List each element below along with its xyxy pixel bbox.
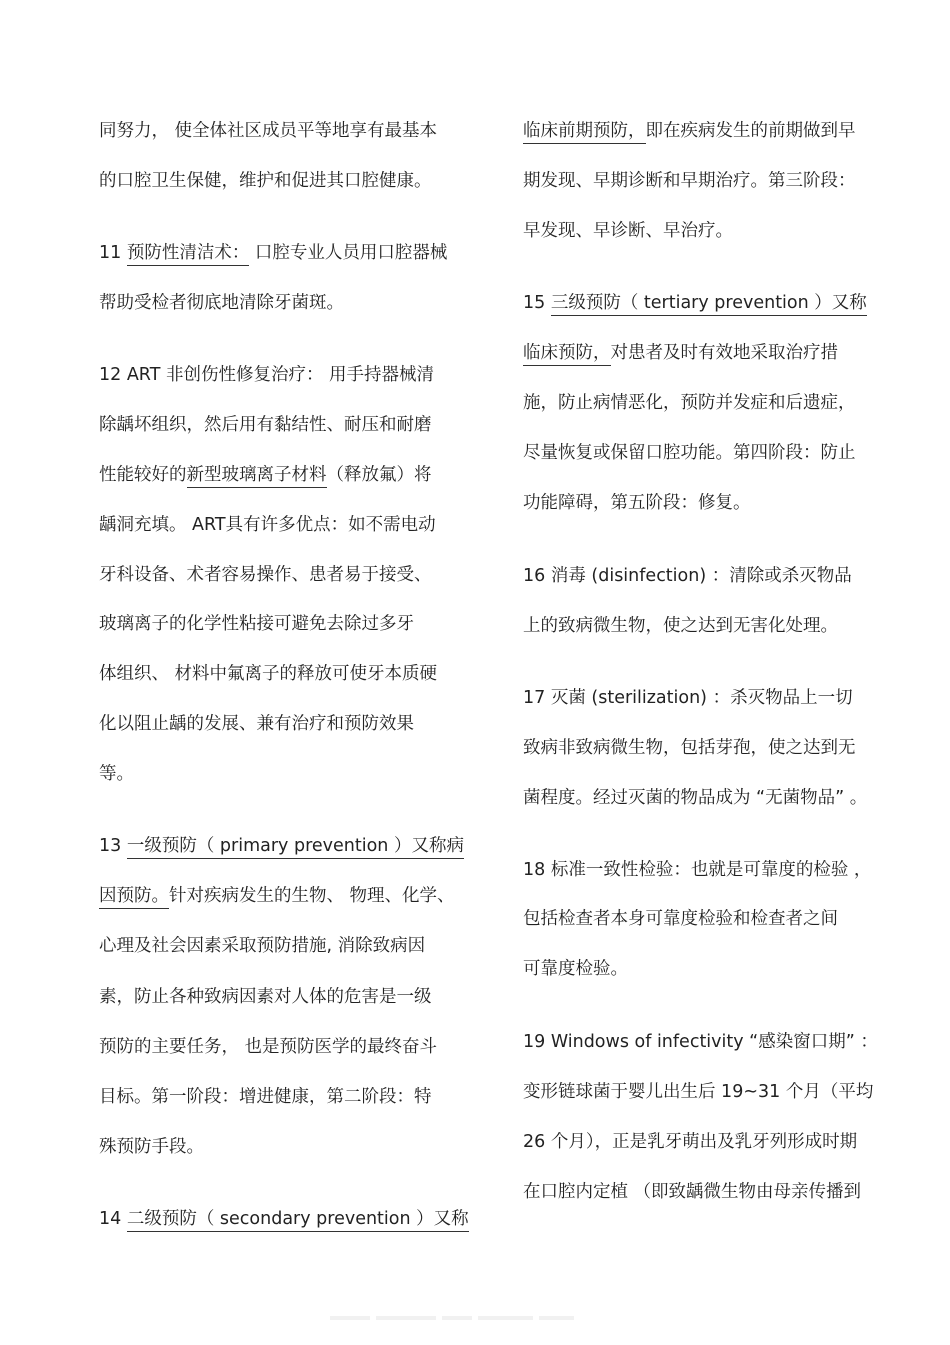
term-secondary-prevention: 二级预防（ secondary prevention ）又称 [127,1209,469,1232]
paragraph-line: 施，防止病情恶化，预防并发症和后遗症， [523,393,856,413]
paragraph-line: 牙科设备、术者容易操作、患者易于接受、 [99,565,432,585]
paragraph-line: 期发现、早期诊断和早期治疗。第三阶段： [523,171,856,191]
paragraph-line: 在口腔内定植 （即致龋微生物由母亲传播到 [523,1182,862,1202]
paragraph-line: 素，防止各种致病因素对人体的危害是一级 [99,987,432,1007]
paragraph-line: 同努力， 使全体社区成员平等地享有最基本 [99,121,438,141]
term-etiologic-prevention: 因预防。 [99,886,169,909]
text-segment: 对患者及时有效地采取治疗措 [610,343,838,363]
paragraph-line: 尽量恢复或保留口腔功能。第四阶段：防止 [523,443,856,463]
term-preclinical-prevention: 临床前期预防， [523,121,646,144]
paragraph-line: 等。 [99,764,134,784]
entry-18-line: 18 标准一致性检验：也就是可靠度的检验 ， [523,860,872,880]
paragraph-line: 帮助受检者彻底地清除牙菌斑。 [99,293,344,313]
entry-number: 13 [99,836,127,856]
paragraph-line: 预防的主要任务， 也是预防医学的最终奋斗 [99,1037,438,1057]
paragraph-line: 包括检查者本身可靠度检验和检查者之间 [523,909,838,929]
paragraph-line: 26 个月），正是乳牙萌出及乳牙列形成时期 [523,1132,858,1152]
entry-number: 15 [523,293,551,313]
text-segment: 即在疾病发生的前期做到早 [645,121,856,141]
paragraph-line: 致病非致病微生物，包括芽孢，使之达到无 [523,738,856,758]
paragraph-line [523,341,838,365]
paragraph-line: 体组织、 材料中氟离子的释放可使牙本质硬 [99,664,438,684]
text-segment: （释放氟）将 [326,465,432,485]
paragraph-line: 早发现、早诊断、早治疗。 [523,221,733,241]
paragraph-line: 的口腔卫生保健，维护和促进其口腔健康。 [99,171,432,191]
entry-11-line [99,241,447,265]
entry-17-line: 17 灭菌 (sterilization) ：杀灭物品上一切 [523,688,853,708]
term-preventive-cleaning: 预防性清洁术： [127,243,250,266]
entry-number: 11 [99,243,127,263]
text-segment: 针对疾病发生的生物、 物理、化学、 [169,886,455,906]
paragraph-line: 上的致病微生物，使之达到无害化处理。 [523,616,838,636]
term-clinical-prevention: 临床预防， [523,343,611,366]
paragraph-line: 龋洞充填。 ART具有许多优点：如不需电动 [99,515,436,535]
paragraph-line [99,463,432,487]
paragraph-line: 功能障碍，第五阶段：修复。 [523,493,751,513]
term-tertiary-prevention: 三级预防（ tertiary prevention ）又称 [551,293,867,316]
entry-14-line [99,1207,469,1231]
paragraph-line: 变形链球菌于婴儿出生后 19~31 个月（平均 [523,1082,874,1102]
term-glass-ionomer: 新型玻璃离子材料 [187,465,327,488]
paragraph-line: 殊预防手段。 [99,1137,204,1157]
entry-15-line [523,291,867,315]
entry-13-line [99,834,464,858]
entry-19-line: 19 Windows of infectivity “感染窗口期” ： [523,1032,878,1052]
paragraph-line [99,884,455,908]
paragraph-line: 化以阻止龋的发展、兼有治疗和预防效果 [99,714,414,734]
footer-watermark [330,1305,620,1313]
entry-16-line: 16 消毒 (disinfection) ：清除或杀灭物品 [523,566,852,586]
paragraph-line: 心理及社会因素采取预防措施, 消除致病因 [99,936,426,956]
text-segment: 性能较好的 [99,465,187,485]
paragraph-line [523,119,856,143]
entry-number: 14 [99,1209,127,1229]
paragraph-line: 除龋坏组织，然后用有黏结性、耐压和耐磨 [99,415,432,435]
paragraph-line: 菌程度。经过灭菌的物品成为 “无菌物品” 。 [523,788,868,808]
paragraph-line: 玻璃离子的化学性粘接可避免去除过多牙 [99,614,414,634]
definition-text: 口腔专业人员用口腔器械 [249,243,448,263]
paragraph-line: 目标。第一阶段：增进健康，第二阶段：特 [99,1087,432,1107]
paragraph-line: 可靠度检验。 [523,959,628,979]
term-primary-prevention: 一级预防（ primary prevention ）又称病 [127,836,464,859]
entry-12-line: 12 ART 非创伤性修复治疗： 用手持器械清 [99,365,435,385]
